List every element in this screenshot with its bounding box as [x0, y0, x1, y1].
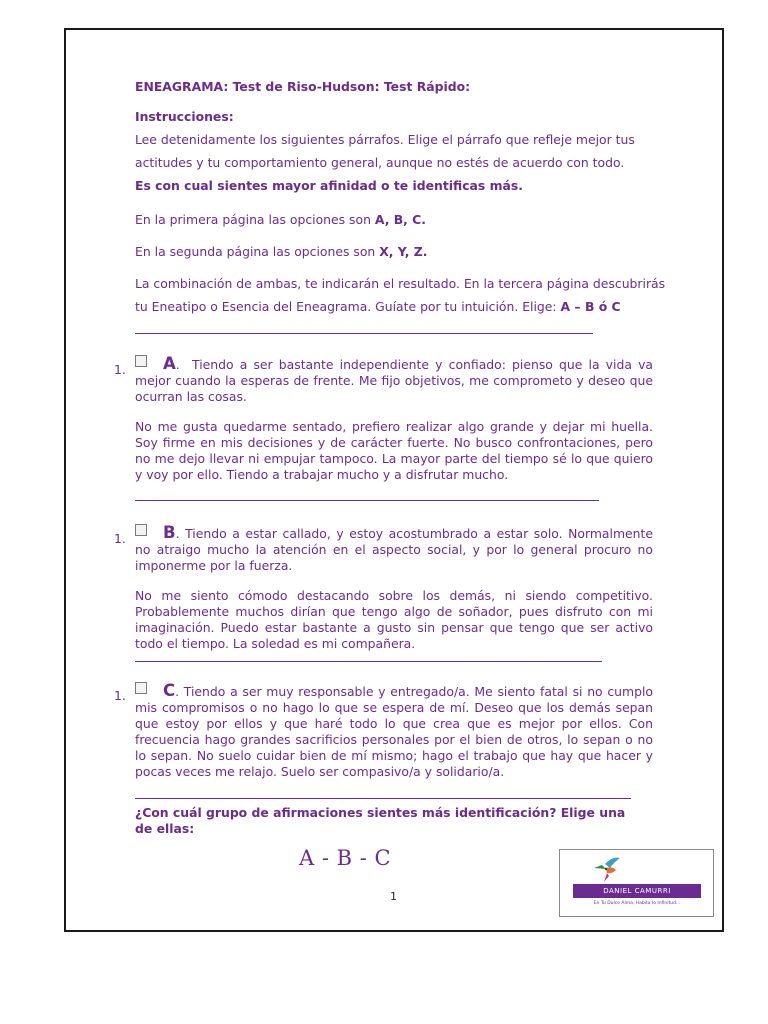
option-c-checkbox[interactable] [135, 682, 147, 694]
option-a-paragraph-2: No me gusta quedarme sentado, prefiero realizar algo grande y dejar mi huella. Soy firme en mis decisiones y de carácter fuerte. No busco confrontaciones, pero no me dejo llevar ni empujar tampoco. La mayor parte del tiempo sé lo que quiero y voy por ello. Tiendo a trabajar mucho y a disfrutar mucho. [135, 419, 653, 482]
option-c-number: 1. [114, 688, 126, 703]
combination-line-1: La combinación de ambas, te indicarán el resultado. En la tercera página descubrirás [135, 276, 666, 291]
combination-choice: A – B ó C [560, 299, 621, 314]
option-a-letter-suffix: . [175, 357, 180, 372]
option-b-text-1: Tiendo a estar callado, y estoy acostumbrado a estar solo. Normalmente no atraigo mucho la atención en el aspecto social, y por lo general procuro no imponerme por la fuerza. [135, 526, 653, 573]
second-page-options [135, 240, 427, 263]
page-number: 1 [390, 890, 397, 903]
divider-rule [135, 333, 593, 334]
combination-line-2 [135, 295, 621, 318]
logo-name-band: DANIEL CAMURRI [573, 884, 701, 898]
intro-line-1: Lee detenidamente los siguientes párrafos. Elige el párrafo que refleje mejor tus [135, 132, 635, 147]
combination-prefix: tu Eneatipo o Esencia del Eneagrama. Guíate por tu intuición. Elige: [135, 299, 561, 314]
first-page-letters: A, B, C. [374, 212, 426, 227]
option-a-paragraph-1 [135, 356, 653, 405]
identification-question: ¿Con cuál grupo de afirmaciones sientes más identificación? Elige una de ellas: [135, 805, 626, 836]
instructions-label: Instrucciones: [135, 109, 234, 124]
option-c-letter-suffix: . [175, 684, 180, 699]
option-b-paragraph-2: No me siento cómodo destacando sobre los demás, ni siendo competitivo. Probablemente muchos dirían que tengo algo de soñador, pues disfruto con mi imaginación. Puedo estar bastante a gusto sin pensar que tengo que ser activo todo el tiempo. La soledad es mi compañera. [135, 588, 653, 651]
first-page-options [135, 208, 426, 231]
answer-choices: A - B - C [299, 846, 392, 870]
intro-bold-line: Es con cual sientes mayor afinidad o te identificas más. [135, 178, 523, 193]
option-b-letter-suffix: . [175, 526, 180, 541]
second-page-letters: X, Y, Z. [379, 244, 428, 259]
option-c-paragraph-1 [135, 683, 653, 780]
option-c-text-1: Tiendo a ser muy responsable y entregado/a. Me siento fatal si no cumplo mis compromisos o no hago lo que se espera de mí. Deseo que los demás sepan que estoy por ellos y que haré todo lo que crea que es mejor por ellos. Con frecuencia hago grandes sacrificios personales por el bien de otros, lo sepan o no lo sepan. No suelo cuidar bien de mí mismo; hago el trabajo que hay que hacer y pocas veces me relajo. Suelo ser compasivo/a y solidario/a. [135, 684, 653, 779]
daniel-camurri-logo [559, 849, 714, 917]
option-a-number: 1. [114, 362, 126, 377]
option-c-letter: C [163, 681, 176, 700]
divider-rule [135, 661, 602, 662]
second-page-prefix: En la segunda página las opciones son [135, 244, 380, 259]
intro-line-2: actitudes y tu comportamiento general, aunque no estés de acuerdo con todo. [135, 155, 625, 170]
option-a [135, 356, 653, 483]
option-b-paragraph-1 [135, 525, 653, 574]
option-b-checkbox[interactable] [135, 524, 147, 536]
option-a-text-1: Tiendo a ser bastante independiente y confiado: pienso que la vida va mejor cuando la esperas de frente. Me fijo objetivos, me comprometo y deseo que ocurran las cosas. [135, 357, 653, 404]
option-b-letter: B [163, 523, 176, 542]
option-a-checkbox[interactable] [135, 355, 147, 367]
first-page-prefix: En la primera página las opciones son [135, 212, 375, 227]
hummingbird-icon [590, 854, 626, 886]
document-title: ENEAGRAMA: Test de Riso-Hudson: Test Rápido: [135, 79, 471, 94]
option-b-number: 1. [114, 531, 126, 546]
divider-rule [135, 500, 599, 501]
option-a-letter: A [163, 354, 176, 373]
divider-rule [135, 798, 631, 799]
option-b [135, 525, 653, 652]
logo-tagline: En Tu Dulce Alma, Habita lo Infinitud... [593, 901, 681, 906]
option-c [135, 683, 653, 780]
